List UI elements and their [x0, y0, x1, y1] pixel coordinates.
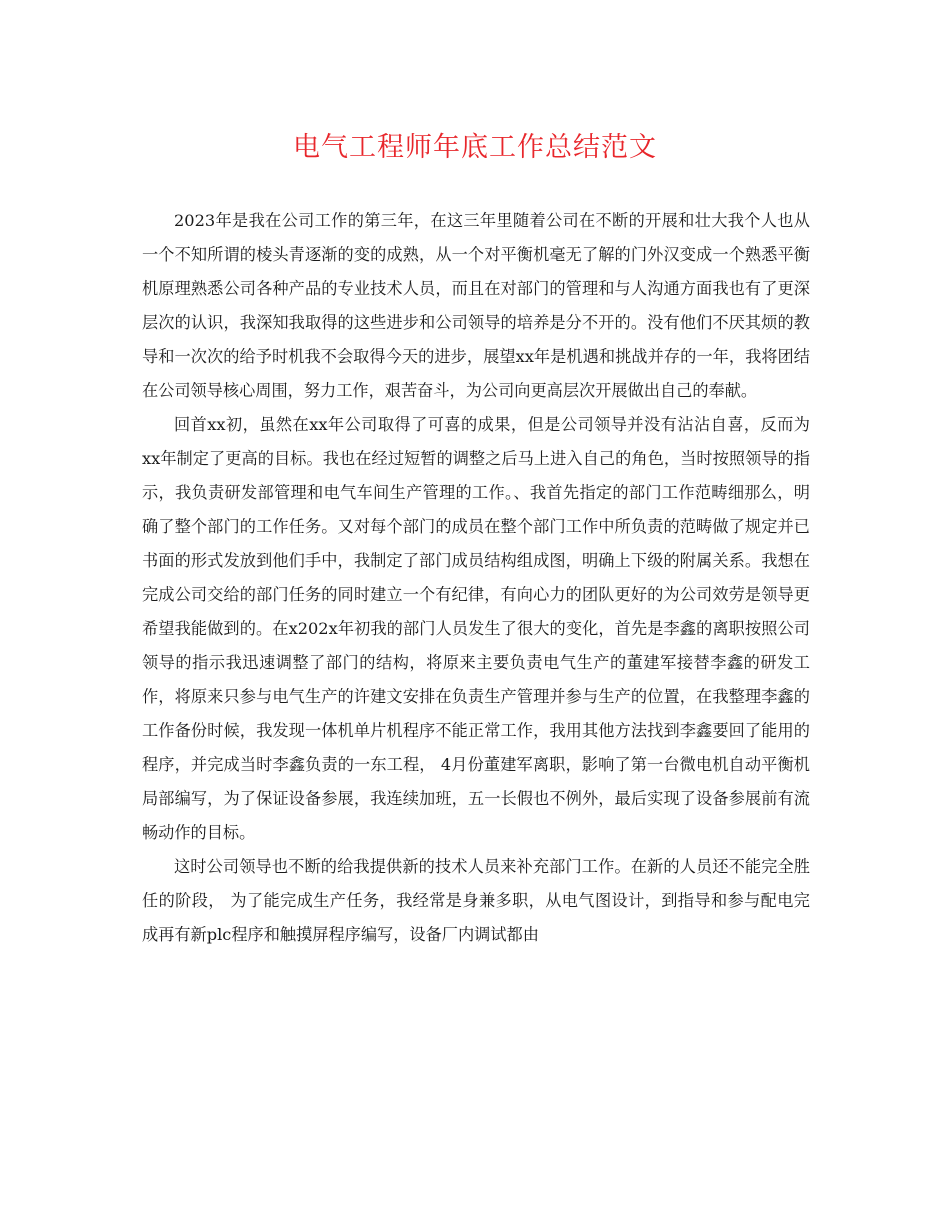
document-title: 电气工程师年底工作总结范文 [293, 132, 657, 163]
paragraph-2: 回首xx初，虽然在xx年公司取得了可喜的成果，但是公司领导并没有沾沾自喜，反而为xx年制定了更高的目标。我也在经过短暂的调整之后马上进入自己的角色，当时按照领导的指示，我负责研发部管理和电气车间生产管理的工作。、我首先指定的部门工作范畴细那么，明确了整个部门的工作任务。又对每个部门的成员在整个部门工作中所负责的范畴做了规定并已书面的形式发放到他们手中，我制定了部门成员结构组成图，明确上下级的附属关系。我想在完成公司交给的部门任务的同时建立一个有纪律，有向心力的团队更好的为公司效劳是领导更希望我能做到的。在x202x年初我的部门人员发生了很大的变化，首先是李鑫的离职按照公司领导的指示我迅速调整了部门的结构，将原来主要负责电气生产的董建军接替李鑫的研发工作，将原来只参与电气生产的许建文安排在负责生产管理并参与生产的位置，在我整理李鑫的工作备份时候，我发现一体机单片机程序不能正常工作，我用其他方法找到李鑫要回了能用的程序，并完成当时李鑫负责的一东工程， 4月份董建军离职，影响了第一台微电机自动平衡机局部编写，为了保证设备参展，我连续加班，五一长假也不例外，最后实现了设备参展前有流畅动作的目标。 [142, 415, 810, 842]
paragraph-3: 这时公司领导也不断的给我提供新的技术人员来补充部门工作。在新的人员还不能完全胜任的阶段， 为了能完成生产任务，我经常是身兼多职，从电气图设计，到指导和参与配电完成再有新plc程序和触摸屏程序编写，设备厂内调试都由 [142, 857, 810, 944]
document-body [142, 204, 810, 952]
paragraph-1: 2023年是我在公司工作的第三年，在这三年里随着公司在不断的开展和壮大我个人也从一个不知所谓的棱头青逐渐的变的成熟，从一个对平衡机毫无了解的门外汉变成一个熟悉平衡机原理熟悉公司各种产品的专业技术人员，而且在对部门的管理和与人沟通方面我也有了更深层次的认识，我深知我取得的这些进步和公司领导的培养是分不开的。没有他们不厌其烦的教导和一次次的给予时机我不会取得今天的进步，展望xx年是机遇和挑战并存的一年，我将团结在公司领导核心周围，努力工作，艰苦奋斗，为公司向更高层次开展做出自己的奉献。 [142, 211, 810, 400]
